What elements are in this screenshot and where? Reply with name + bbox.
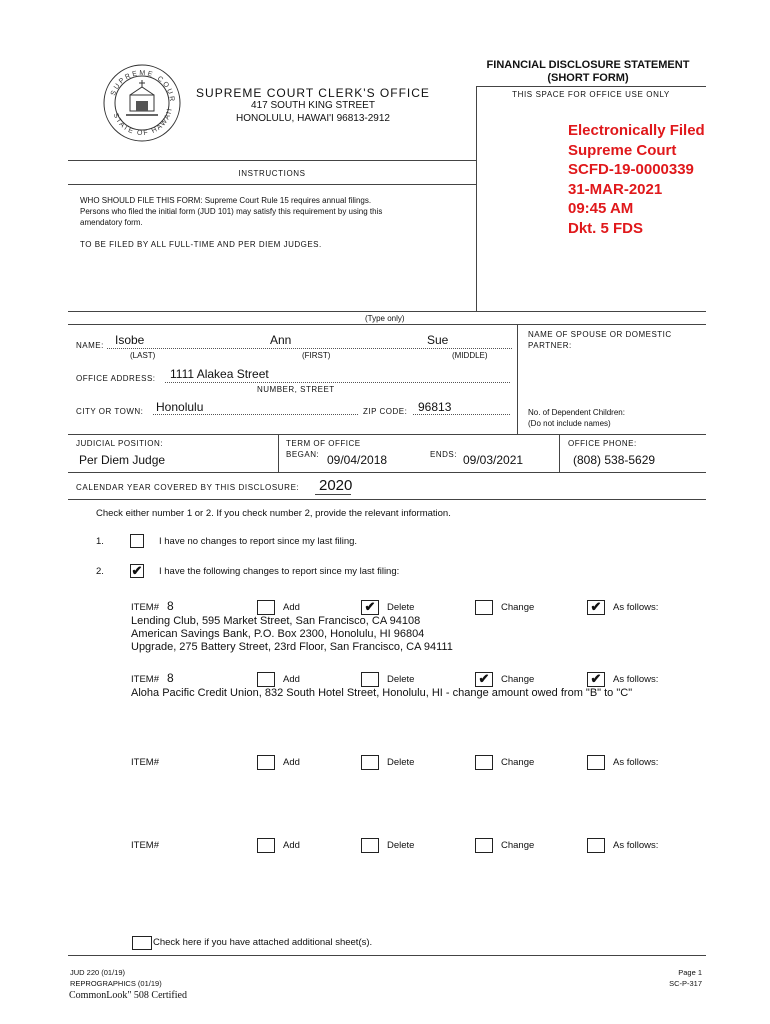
city-field[interactable]: Honolulu — [156, 400, 204, 414]
stamp-line4: 31-MAR-2021 — [568, 180, 663, 198]
item-add-checkbox[interactable] — [257, 672, 275, 687]
option1-text: I have no changes to report since my last filing. — [159, 536, 358, 547]
check-mark: ✔ — [590, 599, 602, 614]
item-change-checkbox[interactable] — [475, 755, 493, 770]
item-as-follows-label: As follows: — [613, 602, 659, 613]
item-change-label: Change — [501, 840, 535, 851]
item-as-follows-label: As follows: — [613, 840, 659, 851]
instructions-text-line1: WHO SHOULD FILE THIS FORM: Supreme Court Rule 15 requires annual filings. — [80, 196, 372, 205]
item-as-follows-label: As follows: — [613, 757, 659, 768]
svg-text:SUPREME COURT: SUPREME COUR — [110, 69, 176, 104]
footer-certified: CommonLook" 508 Certified — [69, 990, 187, 1001]
spouse-label-line2: PARTNER: — [528, 341, 572, 350]
item-add-checkbox[interactable] — [257, 755, 275, 770]
footer-page: Page 1 — [678, 968, 702, 977]
item-label: ITEM# — [131, 840, 159, 851]
item-change-label: Change — [501, 674, 535, 685]
address-line2: HONOLULU, HAWAI'I 96813-2912 — [235, 113, 390, 124]
item-description-line3[interactable]: Upgrade, 275 Battery Street, 23rd Floor, San Francisco, CA 94111 — [131, 641, 453, 653]
option2-checkbox[interactable] — [130, 564, 144, 578]
term-ends-label: ENDS: — [430, 450, 457, 459]
stamp-line2: Supreme Court — [568, 141, 677, 159]
item-as-follows-label: As follows: — [613, 674, 659, 685]
item-delete-checkbox[interactable] — [361, 755, 379, 770]
item-as-follows-checkbox[interactable] — [587, 600, 605, 615]
item-change-checkbox[interactable] — [475, 838, 493, 853]
dependents-label-line1: No. of Dependent Children: — [528, 408, 625, 417]
name-middle-field[interactable]: Sue — [427, 333, 449, 347]
additional-sheets-text: Check here if you have attached additional sheet(s). — [153, 937, 373, 948]
item-description-line2[interactable]: American Savings Bank, P.O. Box 2300, Honolulu, HI 96804 — [131, 628, 425, 640]
check-mark: ✔ — [478, 671, 490, 686]
item-label: ITEM# — [131, 674, 159, 685]
check-instruction: Check either number 1 or 2. If you check number 2, provide the relevant information. — [96, 508, 451, 519]
item-delete-label: Delete — [387, 602, 415, 613]
name-first-field[interactable]: Ann — [270, 333, 292, 347]
option2-text: I have the following changes to report since my last filing: — [159, 566, 400, 577]
term-label: TERM OF OFFICE — [286, 439, 361, 448]
item-delete-checkbox[interactable] — [361, 672, 379, 687]
item-add-label: Add — [283, 674, 300, 685]
item-delete-checkbox[interactable] — [361, 600, 379, 615]
calendar-year-field[interactable]: 2020 — [319, 477, 353, 494]
first-caption: (FIRST) — [302, 351, 331, 360]
stamp-line3: SCFD-19-0000339 — [568, 161, 694, 178]
item-change-label: Change — [501, 757, 535, 768]
footer-code: SC-P-317 — [669, 979, 702, 988]
dependents-label-line2: (Do not include names) — [528, 419, 611, 428]
office-phone-label: OFFICE PHONE: — [568, 439, 637, 448]
item-description-line1[interactable]: Aloha Pacific Credit Union, 832 South Hotel Street, Honolulu, HI - change amount owed from "B" to "C" — [131, 687, 633, 699]
term-began-field[interactable]: 09/04/2018 — [327, 453, 388, 467]
calendar-year-label: CALENDAR YEAR COVERED BY THIS DISCLOSURE: — [76, 483, 300, 492]
filed-by-text: TO BE FILED BY ALL FULL-TIME AND PER DIEM JUDGES. — [80, 240, 322, 249]
instructions-text-line2: Persons who filed the initial form (JUD 101) may satisfy this requirement by using this — [80, 207, 383, 216]
item-delete-label: Delete — [387, 674, 415, 685]
zip-field[interactable]: 96813 — [418, 400, 452, 414]
filing-stamp — [568, 121, 705, 238]
item-add-label: Add — [283, 757, 300, 768]
footer-reprographics: REPROGRAPHICS (01/19) — [70, 979, 162, 988]
stamp-line6: Dkt. 5 FDS — [568, 219, 644, 237]
check-mark: ✔ — [590, 671, 602, 686]
item-add-checkbox[interactable] — [257, 838, 275, 853]
instructions-heading: INSTRUCTIONS — [238, 169, 306, 178]
middle-caption: (MIDDLE) — [452, 351, 488, 360]
instructions-text-line3: amendatory form. — [80, 218, 143, 227]
footer-form-number: JUD 220 (01/19) — [70, 968, 126, 977]
option1-number: 1. — [96, 536, 104, 547]
item-add-label: Add — [283, 602, 300, 613]
name-label: NAME: — [76, 341, 104, 350]
term-ends-field[interactable]: 09/03/2021 — [463, 453, 524, 467]
check-mark: ✔ — [131, 563, 143, 578]
office-address-caption: NUMBER, STREET — [257, 385, 335, 394]
item-description-line1[interactable]: Lending Club, 595 Market Street, San Francisco, CA 94108 — [131, 615, 421, 627]
address-line1: 417 SOUTH KING STREET — [251, 100, 375, 111]
item-as-follows-checkbox[interactable] — [587, 672, 605, 687]
stamp-line5: 09:45 AM — [568, 200, 634, 217]
option2-number: 2. — [96, 566, 104, 577]
item-delete-checkbox[interactable] — [361, 838, 379, 853]
item-change-checkbox[interactable] — [475, 600, 493, 615]
office-address-label: OFFICE ADDRESS: — [76, 374, 156, 383]
office-use-label: THIS SPACE FOR OFFICE USE ONLY — [512, 90, 670, 99]
svg-text:STATE OF HAWAII: STATE OF HAWAII — [111, 106, 174, 138]
office-name: SUPREME COURT CLERK'S OFFICE — [196, 86, 430, 100]
item-label: ITEM# — [131, 757, 159, 768]
additional-sheets-checkbox[interactable] — [132, 936, 152, 950]
judicial-position-field[interactable]: Per Diem Judge — [79, 453, 166, 467]
item-label: ITEM# — [131, 602, 159, 613]
item-as-follows-checkbox[interactable] — [587, 755, 605, 770]
zip-label: ZIP CODE: — [363, 407, 408, 416]
item-add-label: Add — [283, 840, 300, 851]
name-last-field[interactable]: Isobe — [115, 333, 145, 347]
item-delete-label: Delete — [387, 840, 415, 851]
city-label: CITY OR TOWN: — [76, 407, 144, 416]
form-title-line2: (SHORT FORM) — [547, 72, 629, 84]
item-add-checkbox[interactable] — [257, 600, 275, 615]
item-delete-label: Delete — [387, 757, 415, 768]
last-caption: (LAST) — [130, 351, 156, 360]
item-number[interactable]: 8 — [167, 599, 174, 613]
check-mark: ✔ — [364, 599, 376, 614]
item-as-follows-checkbox[interactable] — [587, 838, 605, 853]
item-number[interactable]: 8 — [167, 671, 174, 685]
item-change-checkbox[interactable] — [475, 672, 493, 687]
judicial-position-label: JUDICIAL POSITION: — [76, 439, 163, 448]
spouse-label-line1: NAME OF SPOUSE OR DOMESTIC — [528, 330, 672, 339]
term-began-label: BEGAN: — [286, 450, 320, 459]
option1-checkbox[interactable] — [130, 534, 144, 548]
item-change-label: Change — [501, 602, 535, 613]
form-title-line1: FINANCIAL DISCLOSURE STATEMENT — [486, 59, 690, 71]
office-address-field[interactable]: 1111 Alakea Street — [170, 367, 269, 381]
type-only-note: (Type only) — [365, 314, 405, 323]
office-phone-field[interactable]: (808) 538-5629 — [573, 453, 656, 467]
stamp-line1: Electronically Filed — [568, 122, 705, 139]
